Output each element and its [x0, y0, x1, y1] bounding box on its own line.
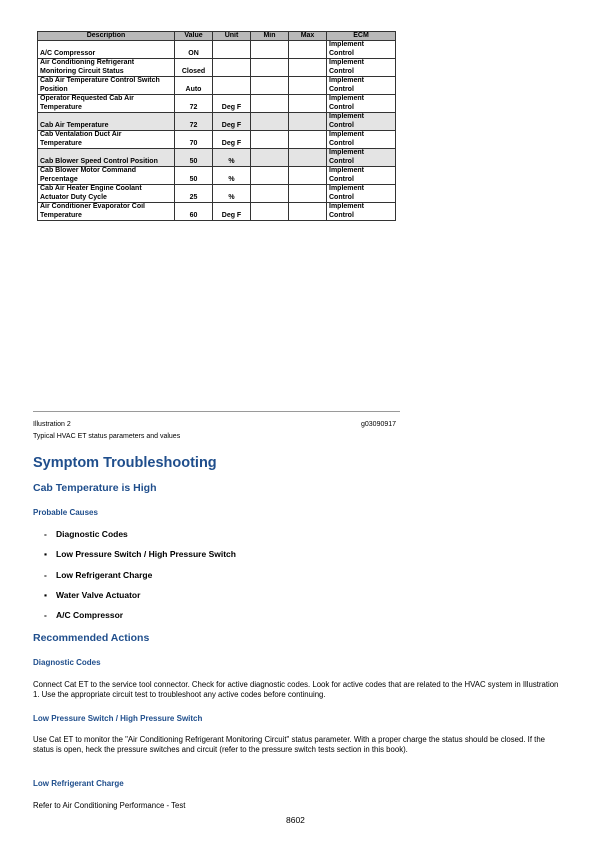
ecm-cell — [327, 113, 396, 131]
table-row — [38, 131, 396, 149]
ecm-cell — [327, 41, 396, 59]
ecm-cell — [327, 95, 396, 113]
cause-text: Low Refrigerant Charge — [56, 569, 153, 580]
ecm-cell — [327, 77, 396, 95]
description-line-1: Cab Ventalation Duct Air — [40, 131, 122, 139]
ecm-cell — [327, 131, 396, 149]
ecm-cell — [327, 149, 396, 167]
et-status-table — [37, 31, 396, 221]
description-cell — [38, 131, 175, 149]
list-item — [44, 529, 236, 549]
list-item — [44, 610, 236, 630]
bullet-marker: - — [44, 529, 47, 539]
ecm-line-2: Control — [329, 49, 354, 57]
table-row — [38, 77, 396, 95]
unit-cell — [213, 77, 251, 95]
column-header-unit: Unit — [213, 32, 251, 41]
min-cell — [251, 149, 289, 167]
heading-cab-temperature-high: Cab Temperature is High — [33, 482, 157, 494]
ecm-line-2: Control — [329, 211, 354, 219]
unit-cell: % — [213, 185, 251, 203]
caption-divider — [33, 411, 400, 412]
description-cell — [38, 203, 175, 221]
table-row — [38, 149, 396, 167]
max-cell — [289, 41, 327, 59]
min-cell — [251, 131, 289, 149]
column-header-min: Min — [251, 32, 289, 41]
ecm-line-1: Implement — [329, 95, 365, 103]
description-cell — [38, 41, 175, 59]
description-line-2: Monitoring Circuit Status — [40, 67, 124, 75]
ecm-line-1: Implement — [329, 59, 365, 67]
list-item — [44, 549, 236, 569]
list-item — [44, 570, 236, 590]
ecm-line-2: Control — [329, 193, 354, 201]
description-line-2: Percentage — [40, 175, 78, 183]
ecm-line-2: Control — [329, 67, 354, 75]
description-cell — [38, 113, 175, 131]
ecm-cell — [327, 203, 396, 221]
bullet-marker: ▪ — [44, 549, 48, 560]
ecm-line-2: Control — [329, 85, 354, 93]
max-cell — [289, 59, 327, 77]
description-line-1: Cab Blower Motor Command — [40, 167, 137, 175]
value-cell: 25 — [175, 185, 213, 203]
ecm-line-2: Control — [329, 121, 354, 129]
unit-cell: Deg F — [213, 95, 251, 113]
ecm-line-1: Implement — [329, 203, 365, 211]
description-line-2: Temperature — [40, 103, 82, 111]
bullet-marker: ▪ — [44, 589, 48, 600]
description-cell — [38, 185, 175, 203]
value-cell: Auto — [175, 77, 213, 95]
table-row — [38, 167, 396, 185]
description-line-1: Operator Requested Cab Air — [40, 95, 134, 103]
description-line-2: Actuator Duty Cycle — [40, 193, 107, 201]
max-cell — [289, 95, 327, 113]
unit-cell — [213, 59, 251, 77]
table-row — [38, 185, 396, 203]
description-line-2: A/C Compressor — [40, 49, 96, 57]
description-line-1: Cab Air Heater Engine Coolant — [40, 185, 142, 193]
description-line-1: Air Conditioning Refrigerant — [40, 59, 135, 67]
paragraph-diagnostic-codes: Connect Cat ET to the service tool connector. Check for active diagnostic codes. Look for active codes that are related to the HVAC system in Illustration 1. Use the appropriate circuit test to troubleshoot any active codes before continuing. — [33, 680, 559, 699]
min-cell — [251, 77, 289, 95]
cause-text: Low Pressure Switch / High Pressure Switch — [56, 549, 236, 560]
max-cell — [289, 149, 327, 167]
value-cell: 50 — [175, 149, 213, 167]
cause-text: A/C Compressor — [56, 610, 124, 621]
heading-probable-causes: Probable Causes — [33, 508, 98, 517]
ecm-line-1: Implement — [329, 113, 365, 121]
ecm-line-1: Implement — [329, 41, 365, 49]
min-cell — [251, 203, 289, 221]
unit-cell: Deg F — [213, 113, 251, 131]
heading-diagnostic-codes: Diagnostic Codes — [33, 658, 101, 667]
ecm-line-2: Control — [329, 103, 354, 111]
value-cell: 70 — [175, 131, 213, 149]
ecm-line-1: Implement — [329, 131, 365, 139]
bullet-marker: - — [44, 569, 47, 580]
table-row — [38, 203, 396, 221]
min-cell — [251, 167, 289, 185]
illustration-id: g03090917 — [361, 421, 397, 428]
ecm-line-1: Implement — [329, 185, 365, 193]
table-row — [38, 95, 396, 113]
column-header-value: Value — [175, 32, 213, 41]
value-cell: 60 — [175, 203, 213, 221]
description-cell — [38, 59, 175, 77]
min-cell — [251, 95, 289, 113]
ecm-line-1: Implement — [329, 149, 365, 157]
table-header-row — [38, 32, 396, 41]
max-cell — [289, 131, 327, 149]
description-line-2: Position — [40, 85, 68, 93]
max-cell — [289, 113, 327, 131]
bullet-marker: - — [44, 610, 47, 621]
ecm-line-1: Implement — [329, 167, 365, 175]
table-row — [38, 59, 396, 77]
max-cell — [289, 185, 327, 203]
table-row — [38, 41, 396, 59]
description-cell — [38, 95, 175, 113]
probable-causes-list — [44, 529, 236, 630]
heading-recommended-actions: Recommended Actions — [33, 632, 150, 644]
column-header-description: Description — [38, 32, 175, 41]
value-cell: 50 — [175, 167, 213, 185]
illustration-number: Illustration 2 — [33, 421, 71, 428]
description-line-1: Cab Air Temperature Control Switch — [40, 77, 160, 85]
column-header-ecm: ECM — [327, 32, 396, 41]
table-row — [38, 113, 396, 131]
value-cell: 72 — [175, 95, 213, 113]
ecm-cell — [327, 185, 396, 203]
max-cell — [289, 167, 327, 185]
list-item — [44, 590, 236, 610]
description-line-2: Temperature — [40, 211, 82, 219]
max-cell — [289, 203, 327, 221]
cause-text: Diagnostic Codes — [56, 529, 128, 539]
unit-cell: % — [213, 149, 251, 167]
min-cell — [251, 185, 289, 203]
value-cell: Closed — [175, 59, 213, 77]
unit-cell — [213, 41, 251, 59]
heading-low-refrigerant-charge: Low Refrigerant Charge — [33, 779, 124, 788]
cause-text: Water Valve Actuator — [56, 589, 141, 600]
ecm-line-2: Control — [329, 139, 354, 147]
ecm-cell — [327, 59, 396, 77]
heading-pressure-switch: Low Pressure Switch / High Pressure Switch — [33, 714, 203, 723]
ecm-cell — [327, 167, 396, 185]
min-cell — [251, 113, 289, 131]
ecm-line-2: Control — [329, 157, 354, 165]
column-header-max: Max — [289, 32, 327, 41]
description-line-2: Cab Air Temperature — [40, 121, 109, 129]
description-cell — [38, 149, 175, 167]
ecm-line-1: Implement — [329, 77, 365, 85]
description-line-2: Temperature — [40, 139, 82, 147]
description-line-2: Cab Blower Speed Control Position — [40, 157, 158, 165]
min-cell — [251, 59, 289, 77]
illustration-caption: Typical HVAC ET status parameters and values — [33, 433, 181, 440]
ecm-line-2: Control — [329, 175, 354, 183]
value-cell: ON — [175, 41, 213, 59]
unit-cell: Deg F — [213, 203, 251, 221]
heading-symptom-troubleshooting: Symptom Troubleshooting — [33, 455, 217, 471]
description-line-1: Air Conditioner Evaporator Coil — [40, 203, 146, 211]
page-number: 8602 — [286, 815, 305, 825]
value-cell: 72 — [175, 113, 213, 131]
unit-cell: % — [213, 167, 251, 185]
description-cell — [38, 77, 175, 95]
paragraph-low-refrigerant-charge: Refer to Air Conditioning Performance - Test — [33, 801, 186, 810]
min-cell — [251, 41, 289, 59]
paragraph-pressure-switch: Use Cat ET to monitor the "Air Conditioning Refrigerant Monitoring Circuit" status parameter. With a proper charge the status should be closed. If the status is open, heck the pressure switches and circuit (refer to the pressure switch tests section in this book). — [33, 735, 546, 754]
description-cell — [38, 167, 175, 185]
max-cell — [289, 77, 327, 95]
unit-cell: Deg F — [213, 131, 251, 149]
